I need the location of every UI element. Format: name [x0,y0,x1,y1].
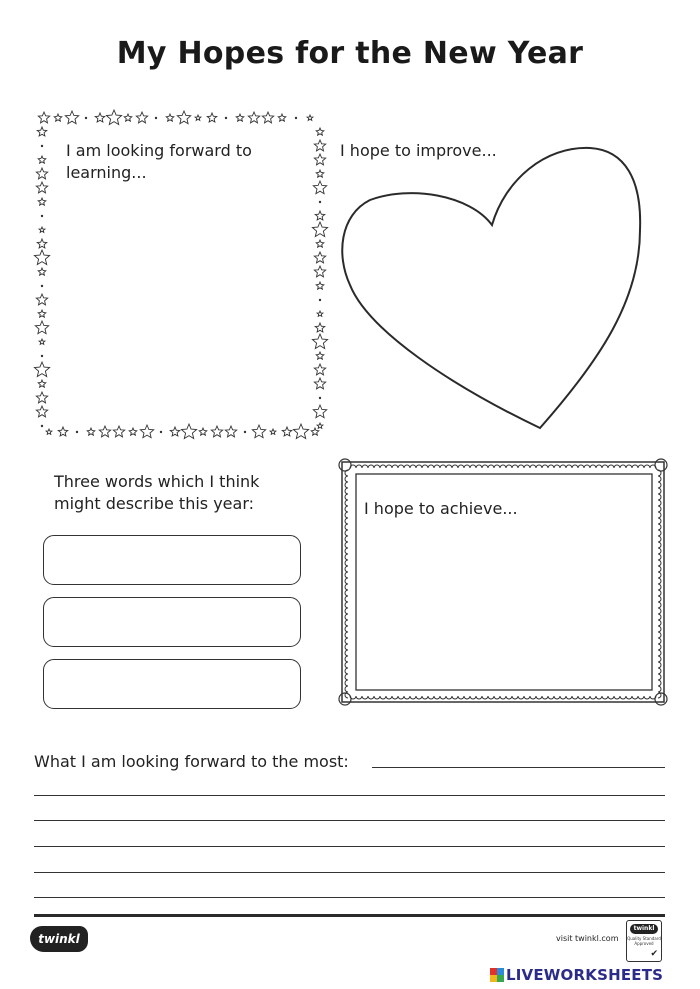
star-dot [41,215,43,217]
scallop [658,578,661,584]
scallop [345,524,348,530]
star-shape [124,114,132,121]
scallop [488,696,494,699]
star-shape [314,378,325,389]
scallop [658,590,661,596]
three-words-line1: Three words which I think [54,472,260,491]
scallop [632,696,638,699]
star-shape [313,181,326,194]
star-shape [39,339,45,344]
scallop [658,668,661,674]
scallop [590,465,596,468]
scallop [380,696,386,699]
scallop [658,554,661,560]
liveworksheets-text: LIVEWORKSHEETS [506,966,664,984]
star-shape [36,168,47,179]
star-shape [314,364,325,375]
star-shape [37,239,47,248]
star-shape [46,429,52,434]
scallop [422,465,428,468]
scallop [554,696,560,699]
star-shape [65,111,78,124]
scallop [596,696,602,699]
star-shape [307,115,313,120]
scallop [428,465,434,468]
answer-line-5[interactable] [34,897,665,898]
scallop [345,542,348,548]
star-shape [313,405,326,418]
scallop [345,560,348,566]
scallop [345,626,348,632]
scallop [404,465,410,468]
scallop [608,696,614,699]
scallop [614,696,620,699]
star-shape [38,310,46,317]
word-box-1[interactable] [43,535,301,585]
scallop [345,536,348,542]
scallop [560,696,566,699]
scallop [658,494,661,500]
star-shape [195,115,201,120]
scallop [518,465,524,468]
star-dot [76,431,78,433]
scallop [658,512,661,518]
scallop [572,465,578,468]
scallop [658,644,661,650]
answer-line-0[interactable] [372,767,665,768]
scallop [410,696,416,699]
scallop [386,696,392,699]
scallop [345,500,348,506]
scallop [345,488,348,494]
scallop [560,465,566,468]
scallop [548,465,554,468]
scallop [374,696,380,699]
learning-label-line1: I am looking forward to [66,141,252,160]
star-shape [34,362,49,377]
scallop [566,465,572,468]
scallop [584,696,590,699]
scallop [458,465,464,468]
star-dot [319,201,321,203]
scallop [482,465,488,468]
star-dot [41,145,43,147]
scallop [345,644,348,650]
quality-badge [626,920,662,962]
star-shape [252,425,265,438]
star-shape [211,426,222,437]
star-shape [136,112,147,123]
scallop [658,662,661,668]
scallop [440,696,446,699]
scallop [345,686,348,692]
scallop [506,696,512,699]
scallop [500,696,506,699]
scallop [620,465,626,468]
scallop [542,696,548,699]
scallop [658,524,661,530]
star-dot [41,425,43,427]
liveworksheets-watermark [490,966,663,984]
star-dot [155,117,157,119]
visit-twinkl-text: visit twinkl.com [556,934,619,943]
scallop [345,638,348,644]
scallop [440,465,446,468]
scallop [578,465,584,468]
scallop [500,465,506,468]
scallop [345,674,348,680]
scallop [410,465,416,468]
star-shape [315,211,325,220]
scallop [658,476,661,482]
scallop [658,488,661,494]
answer-line-4[interactable] [34,872,665,873]
liveworksheets-icon [490,968,504,982]
star-dot [244,431,246,433]
learning-label-line2: learning... [66,163,147,182]
star-shape [177,111,190,124]
scallop [638,465,644,468]
scallop [658,560,661,566]
check-icon: ✔ [650,949,658,959]
scallop [658,584,661,590]
scallop [518,696,524,699]
scallop [602,465,608,468]
star-shape [312,334,327,349]
scallop [345,548,348,554]
star-shape [314,154,325,165]
star-shape [39,227,45,232]
scallop [658,530,661,536]
scallop [345,572,348,578]
twinkl-logo [30,926,88,952]
scallop [345,512,348,518]
quality-badge-logo: twinkl [630,924,658,934]
page-title: My Hopes for the New Year [116,36,584,71]
star-dot [41,285,43,287]
scallop [524,696,530,699]
scallop [602,696,608,699]
star-shape [140,425,153,438]
scallop [452,465,458,468]
heart-outline-icon [342,148,640,428]
scallop [658,686,661,692]
star-shape [316,352,324,359]
scallop [554,465,560,468]
star-dot [319,397,321,399]
scallop [658,506,661,512]
star-shape [282,427,292,436]
answer-line-1[interactable] [34,795,665,796]
scallop [345,590,348,596]
scallop [584,465,590,468]
scallop [470,696,476,699]
star-shape [278,114,286,121]
scallop [658,620,661,626]
scallop [345,566,348,572]
star-shape [113,426,124,437]
scallop [434,465,440,468]
star-shape [54,114,62,121]
scallop [658,548,661,554]
scallop [626,696,632,699]
scallop [658,536,661,542]
scallop [392,696,398,699]
star-shape [36,406,47,417]
scallop [398,696,404,699]
scallop [362,465,368,468]
star-shape [317,423,323,428]
scallop [658,614,661,620]
star-shape [207,113,217,122]
star-shape [38,156,46,163]
scallop [368,696,374,699]
scallop [620,696,626,699]
scallop [566,696,572,699]
scallop [476,465,482,468]
scallop [512,465,518,468]
star-shape [38,112,49,123]
scallop [632,465,638,468]
star-shape [36,392,47,403]
scallop [422,696,428,699]
scallop [658,608,661,614]
scallop [345,596,348,602]
scallop [658,602,661,608]
scallop [345,608,348,614]
scallop [608,465,614,468]
scallop [356,465,362,468]
star-dot [41,355,43,357]
star-shape [58,427,68,436]
scallop [386,465,392,468]
star-shape [95,113,105,122]
star-shape [87,428,95,435]
scallop [416,696,422,699]
scallop [362,696,368,699]
scallop [345,530,348,536]
scallop [658,542,661,548]
scallop [658,500,661,506]
star-shape [36,182,47,193]
scallop [658,656,661,662]
scallop [345,476,348,482]
answer-line-2[interactable] [34,820,665,821]
scallop [482,696,488,699]
star-shape [35,321,48,334]
scallop [658,572,661,578]
scallop [524,465,530,468]
star-shape [170,427,180,436]
star-shape [248,112,259,123]
scallop [506,465,512,468]
scallop [530,465,536,468]
star-shape [181,424,196,439]
scallop [590,696,596,699]
achieve-label: I hope to achieve... [364,499,518,518]
scallop [658,674,661,680]
star-shape [99,426,110,437]
scallop [578,696,584,699]
star-shape [38,198,46,205]
learning-label [66,140,252,184]
scallop [464,465,470,468]
scallop [345,632,348,638]
scallop [345,578,348,584]
scallop [392,465,398,468]
star-shape [314,140,325,151]
scallop [452,696,458,699]
star-shape [315,323,325,332]
scallop [494,696,500,699]
star-dot [85,117,87,119]
star-shape [106,110,121,125]
scallop [345,656,348,662]
scallop [345,506,348,512]
scallop [446,696,452,699]
star-shape [316,240,324,247]
scallop [658,596,661,602]
star-shape [316,170,324,177]
scallop [494,465,500,468]
scallop [416,465,422,468]
forward-most-label: What I am looking forward to the most: [34,752,349,771]
star-shape [129,428,137,435]
scallop [644,696,650,699]
scallop [542,465,548,468]
star-shape [270,429,276,434]
scallop [464,696,470,699]
scallop [536,696,542,699]
footer-divider [34,914,665,917]
scalloped-frame-icon [339,459,667,705]
scallop [345,668,348,674]
scallop [446,465,452,468]
star-shape [293,424,308,439]
scallop [345,554,348,560]
scallop [380,465,386,468]
scallop [638,696,644,699]
answer-line-3[interactable] [34,846,665,847]
word-box-2[interactable] [43,597,301,647]
scallop [428,696,434,699]
star-dot [160,431,162,433]
star-shape [225,426,236,437]
scallop [368,465,374,468]
scallop [658,680,661,686]
scallop [345,680,348,686]
scallop [345,584,348,590]
scallop [658,638,661,644]
scallop [345,614,348,620]
scallop [530,696,536,699]
star-shape [314,252,325,263]
star-shape [316,128,324,135]
star-shape [199,428,207,435]
scallop [434,696,440,699]
scallop [536,465,542,468]
scallop [345,602,348,608]
improve-label: I hope to improve... [340,141,497,160]
scallop [345,518,348,524]
star-dot [225,117,227,119]
scallop [658,566,661,572]
scallop [548,696,554,699]
scallop [658,518,661,524]
star-dot [319,299,321,301]
scallop [658,632,661,638]
scallop [374,465,380,468]
twinkl-logo-text: twinkl [38,932,80,946]
scallop [644,465,650,468]
scallop [345,650,348,656]
star-shape [36,294,47,305]
scallop [476,696,482,699]
three-words-line2: might describe this year: [54,494,255,513]
scallop [626,465,632,468]
three-words-label [54,471,259,515]
scallop [470,465,476,468]
scallop [596,465,602,468]
scallop [345,662,348,668]
scallop [345,482,348,488]
scallop [356,696,362,699]
scallop [404,696,410,699]
scallop [572,696,578,699]
scallop [614,465,620,468]
star-shape [317,311,323,316]
star-dot [295,117,297,119]
star-shape [38,268,46,275]
scallop [398,465,404,468]
star-shape [236,114,244,121]
scallop [345,620,348,626]
scallop [345,494,348,500]
star-shape [37,127,47,136]
star-shape [38,380,46,387]
star-shape [34,250,49,265]
scallop [512,696,518,699]
word-box-3[interactable] [43,659,301,709]
star-shape [316,282,324,289]
star-shape [262,112,273,123]
star-shape [312,222,327,237]
star-shape [314,266,325,277]
quality-badge-text: Quality Standard Approved [627,936,661,946]
star-shape [166,114,174,121]
scallop [658,650,661,656]
scallop [658,626,661,632]
scallop [658,482,661,488]
scallop [488,465,494,468]
scallop [458,696,464,699]
